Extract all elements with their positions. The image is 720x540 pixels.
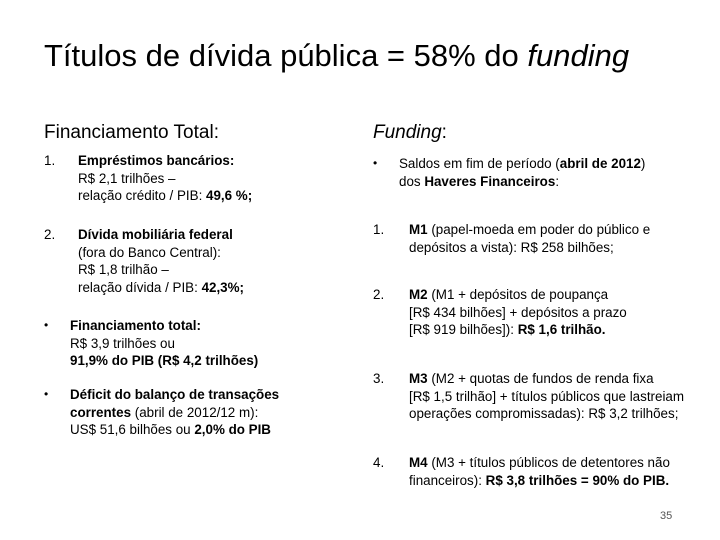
item-line: [R$ 434 bilhões] + depósitos a prazo — [409, 304, 627, 320]
item-line: R$ 1,8 trilhão – — [78, 262, 169, 277]
intro-text: ) — [640, 156, 646, 171]
item-line: (papel-moeda em poder do público e — [427, 222, 651, 237]
right-heading-colon: : — [441, 122, 447, 143]
item-line: R$ 2,1 trilhões – — [78, 170, 176, 186]
item-line: [R$ 919 bilhões]): — [409, 322, 518, 337]
title-text: Títulos de dívida pública = 58% do — [44, 38, 528, 73]
item-bold: R$ 3,8 trilhões = 90% do PIB. — [485, 472, 670, 488]
item-marker: 1. — [44, 153, 56, 168]
item-bold: Empréstimos bancários: — [78, 153, 235, 168]
item-line: [R$ 1,5 trilhão] + títulos públicos que lastreiam — [409, 388, 685, 404]
intro-text: : — [555, 173, 560, 189]
item-marker: 3. — [373, 371, 385, 386]
item-bold: Dívida mobiliária federal — [78, 227, 233, 242]
intro-text: Saldos em fim de período ( — [399, 156, 560, 171]
item-line: relação dívida / PIB: — [78, 279, 202, 295]
item-line: (abril de 2012/12 m): — [131, 404, 259, 420]
item-line: (fora do Banco Central): — [78, 244, 221, 260]
item-bold: M1 — [409, 222, 428, 237]
item-line: depósitos a vista): R$ 258 bilhões; — [409, 239, 614, 255]
item-line: operações compromissadas): R$ 3,2 trilhões; — [409, 406, 679, 421]
item-line: financeiros): — [409, 472, 486, 488]
item-bold: R$ 1,6 trilhão. — [517, 322, 606, 337]
item-bold: 49,6 %; — [206, 188, 253, 203]
item-bold: 42,3%; — [201, 279, 244, 295]
item-bold: M3 — [409, 371, 428, 386]
item-line: R$ 3,9 trilhões ou — [70, 335, 175, 351]
item-bold: M2 — [409, 287, 428, 302]
item-line: relação crédito / PIB: — [78, 188, 207, 203]
slide-title — [44, 38, 629, 74]
intro-text: dos — [399, 173, 425, 189]
bullet-marker: • — [44, 387, 49, 401]
item-line: (M3 + títulos públicos de detentores não — [427, 455, 670, 470]
right-heading-italic: Funding — [373, 122, 442, 143]
bullet-marker: • — [44, 318, 49, 332]
page-number: 35 — [660, 510, 673, 522]
bullet-marker: • — [373, 156, 378, 170]
item-line: US$ 51,6 bilhões ou — [70, 422, 195, 437]
item-bold: Déficit do balanço de transações — [70, 387, 280, 402]
item-marker: 2. — [44, 227, 56, 242]
intro-bold: Haveres Financeiros — [424, 173, 556, 189]
item-line: (M2 + quotas de fundos de renda fixa — [427, 371, 654, 386]
intro-bold: abril de 2012 — [559, 156, 641, 171]
left-heading: Financiamento Total: — [44, 122, 219, 143]
right-heading — [373, 122, 447, 144]
item-marker: 4. — [373, 455, 385, 470]
title-italic: funding — [527, 38, 630, 73]
item-bold: 2,0% do PIB — [194, 422, 271, 437]
item-line: (M1 + depósitos de poupança — [427, 287, 609, 302]
item-marker: 2. — [373, 287, 385, 302]
item-bold: Financiamento total: — [70, 318, 201, 333]
item-bold: M4 — [409, 455, 428, 470]
item-bold: 91,9% do PIB (R$ 4,2 trilhões) — [70, 353, 259, 368]
item-bold: correntes — [70, 404, 132, 420]
item-marker: 1. — [373, 222, 385, 237]
